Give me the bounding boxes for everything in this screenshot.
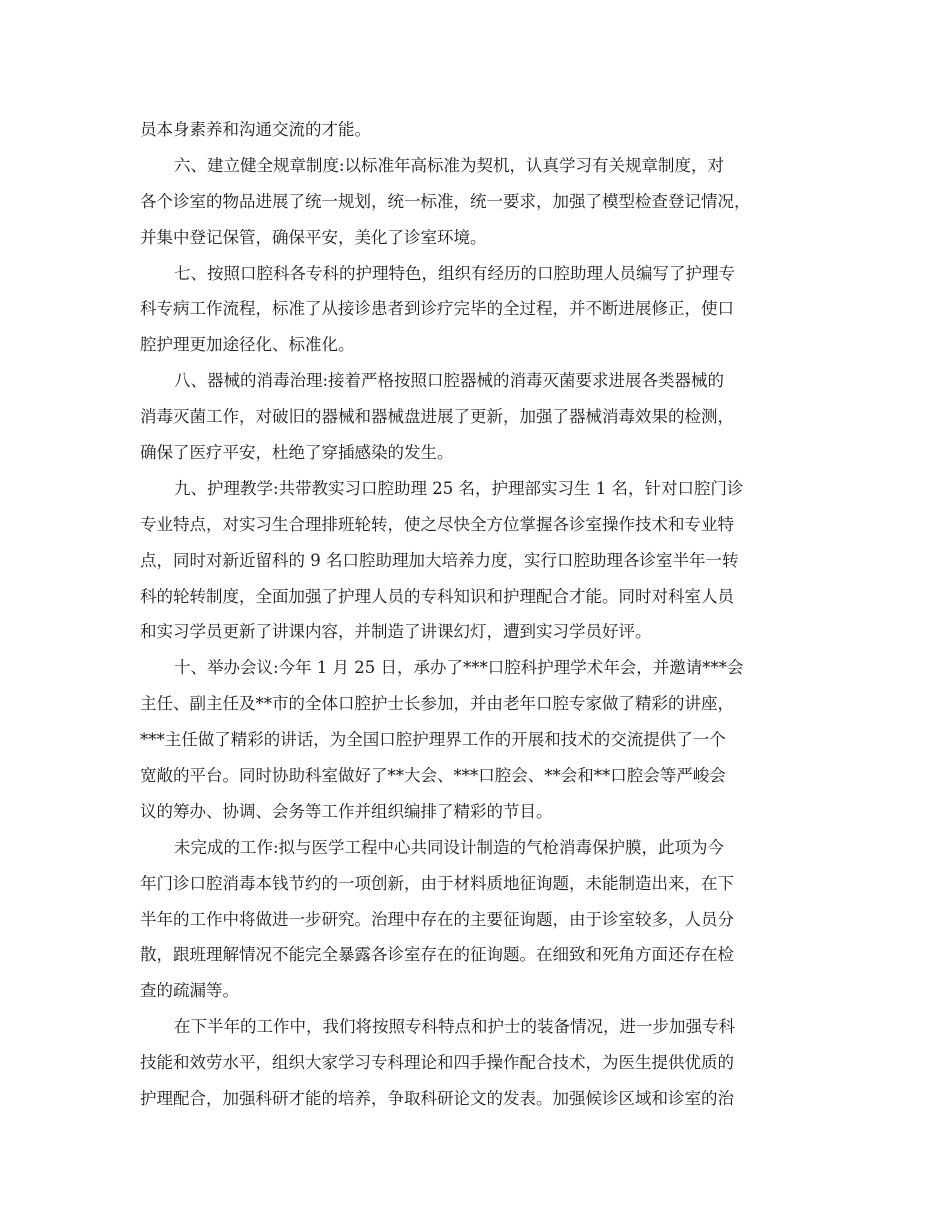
paragraph-first-line: 十、举办会议:今年 1 月 25 日，承办了***口腔科护理学术年会，并邀请***会 [174,658,744,678]
text-line: 散，跟班理解情况不能完全暴露各诊室存在的征询题。在细致和死角方面还存在检 [140,945,734,965]
paragraph-first-line: 六、建立健全规章制度:以标准年高标准为契机，认真学习有关规章制度，对 [174,155,725,175]
text-line: 各个诊室的物品进展了统一规划，统一标准，统一要求，加强了模型检查登记情况， [140,191,751,211]
text-line: 确保了医疗平安，杜绝了穿插感染的发生。 [140,443,454,463]
paragraph-first-line: 七、按照口腔科各专科的护理特色，组织有经历的口腔助理人员编写了护理专 [174,263,735,283]
text-line: 查的疏漏等。 [140,981,239,1001]
text-line: 和实习学员更新了讲课内容，并制造了讲课幻灯，遭到实习学员好评。 [140,622,652,642]
text-line: 消毒灭菌工作，对破旧的器械和器械盘进展了更新，加强了器械消毒效果的检测， [140,407,734,427]
text-line: 主任、副主任及**市的全体口腔护士长参加，并由老年口腔专家做了精彩的讲座， [140,694,734,714]
paragraph-first-line: 九、护理教学:共带教实习口腔助理 25 名，护理部实习生 1 名，针对口腔门诊 [174,478,744,498]
paragraph-first-line: 未完成的工作:拟与医学工程中心共同设计制造的气枪消毒保护膜，此项为今 [174,837,725,857]
text-line: 点，同时对新近留科的 9 名口腔助理加大培养力度，实行口腔助理各诊室半年一转 [140,550,739,570]
paragraph-first-line: 八、器械的消毒治理:接着严格按照口腔器械的消毒灭菌要求进展各类器械的 [174,371,725,391]
document-body [140,112,816,1117]
paragraph-first-line: 在下半年的工作中，我们将按照专科特点和护士的装备情况，进一步加强专科 [174,1017,735,1037]
text-line: 宽敞的平台。同时协助科室做好了**大会、***口腔会、**会和**口腔会等严峻会 [140,766,726,786]
text-line: 护理配合，加强科研才能的培养，争取科研论文的发表。加强候诊区域和诊室的治 [140,1089,734,1109]
text-line: 并集中登记保管，确保平安，美化了诊室环境。 [140,227,487,247]
text-line: 科专病工作流程，标准了从接诊患者到诊疗完毕的全过程，并不断进展修正，使口 [140,299,734,319]
text-line: 议的筹办、协调、会务等工作并组织编排了精彩的节目。 [140,801,553,821]
text-line: 科的轮转制度，全面加强了护理人员的专科知识和护理配合才能。同时对科室人员 [140,586,734,606]
text-line: 专业特点，对实习生合理排班轮转，使之尽快全方位掌握各诊室操作技术和专业特 [140,514,734,534]
text-line: 年门诊口腔消毒本钱节约的一项创新，由于材料质地征询题，未能制造出来，在下 [140,873,734,893]
text-line: 腔护理更加途径化、标准化。 [140,335,355,355]
text-line: 半年的工作中将做进一步研究。治理中存在的主要征询题，由于诊室较多，人员分 [140,909,734,929]
text-line: 员本身素养和沟通交流的才能。 [140,120,371,139]
text-line: ***主任做了精彩的讲话，为全国口腔护理界工作的开展和技术的交流提供了一个 [140,730,726,750]
text-line: 技能和效劳水平，组织大家学习专科理论和四手操作配合技术，为医生提供优质的 [140,1053,734,1073]
